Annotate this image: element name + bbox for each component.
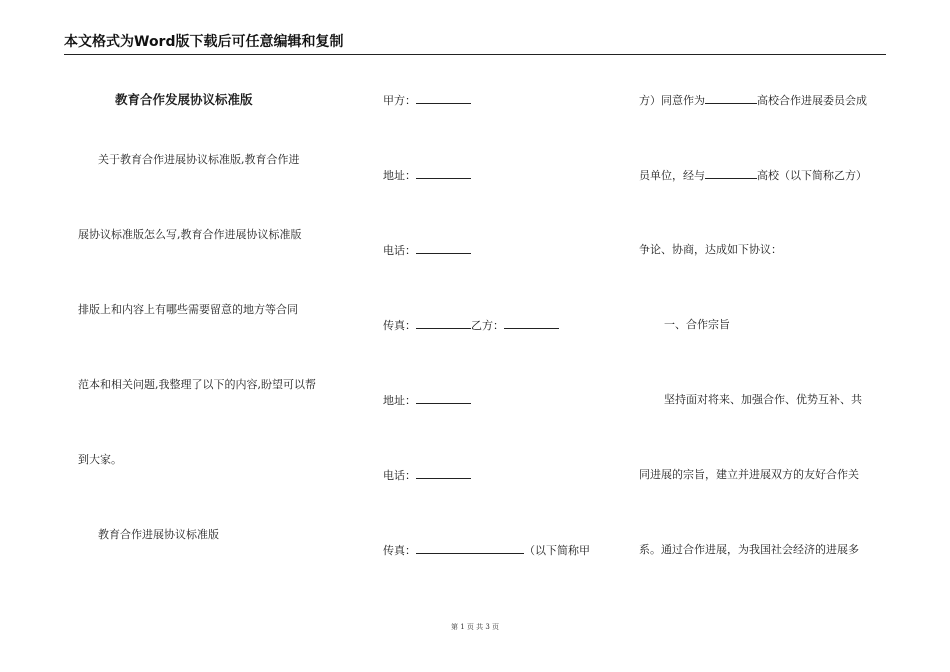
- party-b-blank: [504, 318, 559, 329]
- address-label: 地址：: [383, 394, 416, 407]
- text-fragment: 员单位，经与: [639, 169, 705, 182]
- blank-line: [705, 93, 757, 104]
- text-fragment: 方）同意作为: [639, 94, 705, 107]
- body-line: [639, 168, 867, 183]
- party-b-label: 乙方：: [471, 319, 504, 332]
- body-line: 范本和相关问题,我整理了以下的内容,盼望可以帮: [78, 378, 316, 391]
- fax-blank: [416, 543, 524, 554]
- document-title: 教育合作发展协议标准版: [115, 92, 253, 107]
- document-header: 本文格式为Word版下载后可任意编辑和复制: [64, 33, 886, 55]
- phone-blank: [416, 243, 471, 254]
- fax-label: 传真：: [383, 319, 416, 332]
- address-field: [383, 393, 471, 408]
- party-a-field: [383, 93, 471, 108]
- phone-label: 电话：: [383, 244, 416, 257]
- fax-field: [383, 318, 559, 333]
- body-line: 展协议标准版怎么写,教育合作进展协议标准版: [78, 228, 302, 241]
- text-fragment: 高校（以下简称乙方）: [757, 169, 867, 182]
- section-heading: 一、合作宗旨: [664, 318, 730, 331]
- address-label: 地址：: [383, 169, 416, 182]
- blank-line: [705, 168, 757, 179]
- page-number: 第 1 页 共 3 页: [450, 623, 500, 631]
- body-line: 同进展的宗旨，建立并进展双方的友好合作关: [639, 468, 859, 481]
- phone-label: 电话：: [383, 469, 416, 482]
- fax-suffix: （以下简称甲: [524, 544, 590, 557]
- body-line: [639, 93, 867, 108]
- fax-blank: [416, 318, 471, 329]
- address-blank: [416, 168, 471, 179]
- phone-blank: [416, 468, 471, 479]
- phone-field: [383, 468, 471, 483]
- text-fragment: 高校合作进展委员会成: [757, 94, 867, 107]
- body-line: 坚持面对将来、加强合作、优势互补、共: [664, 393, 862, 406]
- address-field: [383, 168, 471, 183]
- party-a-label: 甲方：: [383, 94, 416, 107]
- party-a-blank: [416, 93, 471, 104]
- phone-field: [383, 243, 471, 258]
- body-line: 争论、协商，达成如下协议：: [639, 243, 782, 256]
- body-line: 关于教育合作进展协议标准版,教育合作进: [98, 153, 300, 166]
- body-line: 到大家。: [78, 453, 122, 466]
- fax-label: 传真：: [383, 544, 416, 557]
- body-line: 系。通过合作进展，为我国社会经济的进展多: [639, 543, 859, 556]
- body-line: 排版上和内容上有哪些需要留意的地方等合同: [78, 303, 298, 316]
- fax-field: [383, 543, 590, 558]
- address-blank: [416, 393, 471, 404]
- section-heading: 教育合作进展协议标准版: [98, 528, 219, 541]
